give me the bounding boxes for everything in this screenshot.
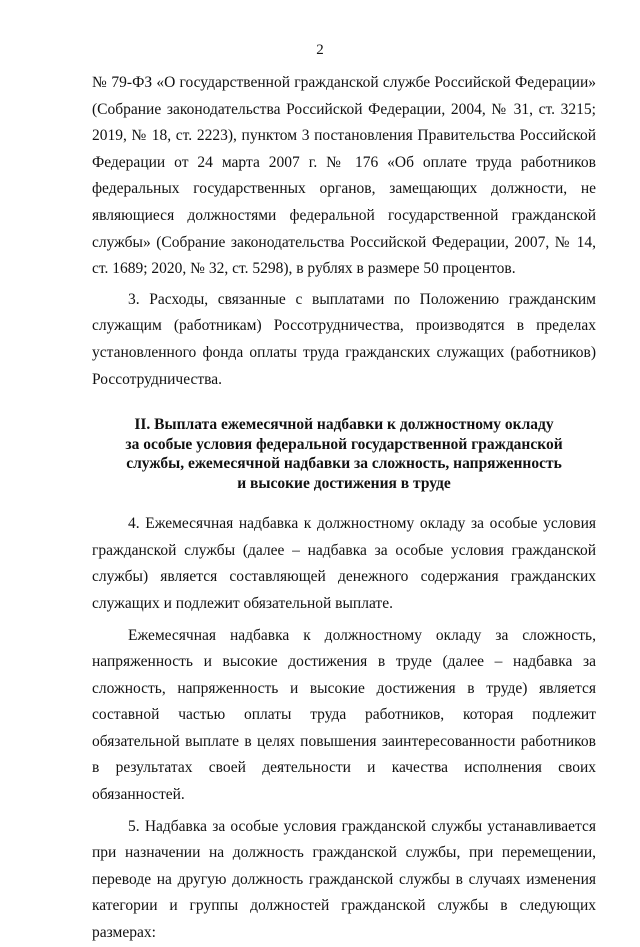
paragraph-continuation: № 79-ФЗ «О государственной гражданской службе Российской Федерации» (Собрание законодательства Российской Федерации, 2004, № 31, ст. 3215; 2019, № 18, ст. 2223), пунктом 3 постановления Правительства Российской Федерации от 24 марта 2007 г. № 176 «Об оплате труда работников федеральных государственных органов, замещающих должности, не являющиеся должностями федеральной государственной гражданской службы» (Собрание законодательства Российской Федерации, 2007, № 14, ст. 1689; 2020, № 32, ст. 5298), в рублях в размере 50 процентов. bbox=[92, 74, 596, 278]
document-body bbox=[92, 70, 596, 947]
paragraph-5: 5. Надбавка за особые условия гражданской службы устанавливается при назначении на должность гражданской службы, при перемещении, переводе на другую должность гражданской службы в случаях изменения категории и группы должностей гражданской службы в следующих размерах: bbox=[92, 817, 596, 942]
paragraph-3: 3. Расходы, связанные с выплатами по Положению гражданским служащим (работникам) Россотрудничества, производятся в пределах установленного фонда оплаты труда гражданских служащих (работников) Россотрудничества. bbox=[92, 290, 596, 388]
paragraph-4: 4. Ежемесячная надбавка к должностному окладу за особые условия гражданской службы (далее – надбавка за особые условия гражданской службы) является составляющей денежного содержания гражданских служащих и подлежит обязательной выплате. bbox=[92, 515, 596, 612]
section-heading bbox=[92, 415, 596, 493]
section-heading-line: и высокие достижения в труде bbox=[237, 474, 451, 492]
section-heading-line: II. Выплата ежемесячной надбавки к должностному окладу bbox=[134, 416, 554, 434]
page-number: 2 bbox=[316, 42, 324, 58]
section-heading-line: службы, ежемесячной надбавки за сложность, напряженность bbox=[126, 455, 562, 473]
paragraph-4-continued: Ежемесячная надбавка к должностному окладу за сложность, напряженность и высокие достижения в труде (далее – надбавка за сложность, напряженность и высокие достижения в труде) является составной частью оплаты труда работников, которая подлежит обязательной выплате в целях повышения заинтересованности работников в результатах своей деятельности и качества исполнения своих обязанностей. bbox=[92, 626, 596, 804]
section-heading-line: за особые условия федеральной государственной гражданской bbox=[125, 435, 563, 453]
